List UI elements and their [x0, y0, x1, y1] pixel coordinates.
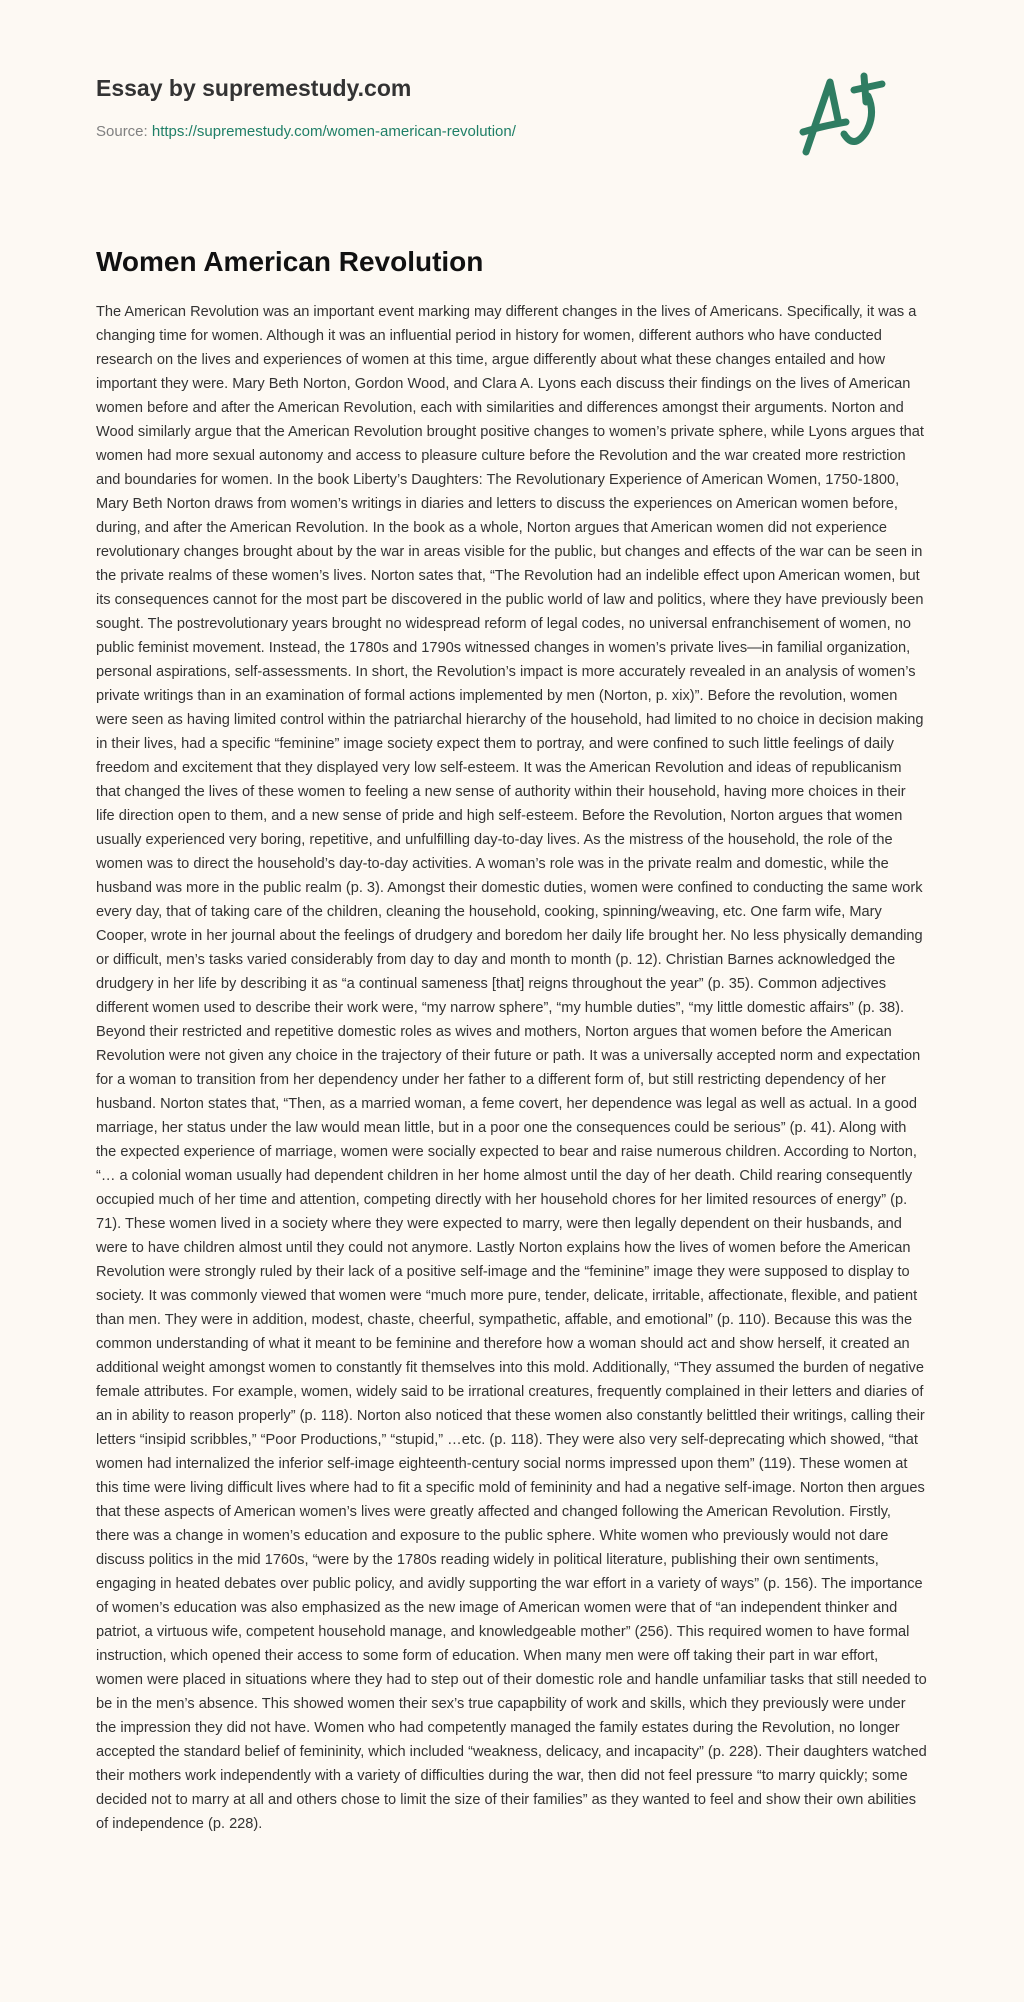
essay-paragraph: The American Revolution was an important event marking may different changes in the lives of Americans. Specifically, it was a changing time for women. Although it was an influential period in history for women, different authors who have conducted research on the lives and experiences of women at this time, argue differently about what these changes entailed and how important they were. Mary Beth Norton, Gordon Wood, and Clara A. Lyons each discuss their findings on the lives of American women before and after the American Revolution, each with similarities and differences amongst their arguments. Norton and Wood similarly argue that the American Revolution brought positive changes to women’s private sphere, while Lyons argues that women had more sexual autonomy and access to pleasure culture before the Revolution and the war created more restriction and boundaries for women. In the book Liberty’s Daughters: The Revolutionary Experience of American Women, 1750-1800, Mary Beth Norton draws from women’s writings in diaries and letters to discuss the experiences on American women before, during, and after the American Revolution. In the book as a whole, Norton argues that American women did not experience revolutionary changes brought about by the war in areas visible for the public, but changes and effects of the war can be seen in the private realms of these women’s lives. Norton sates that, “The Revolution had an indelible effect upon American women, but its consequences cannot for the most part be discovered in the public world of law and politics, where they have previously been sought. The postrevolutionary years brought no widespread reform of legal codes, no universal enfranchisement of women, no public feminist movement. Instead, the 1780s and 1790s witnessed changes in women’s private lives—in familial organization, personal aspirations, self-assessments. In short, the Revolution’s impact is more accurately revealed in an analysis of women’s private writings than in an examination of formal actions implemented by men (Norton, p. xix)”. Before the revolution, women were seen as having limited control within the patriarchal hierarchy of the household, had limited to no choice in decision making in their lives, had a specific “feminine” image society expect them to portray, and were confined to such little feelings of daily freedom and excitement that they displayed very low self-esteem. It was the American Revolution and ideas of republicanism that changed the lives of these women to feeling a new sense of authority within their household, having more choices in their life direction open to them, and a new sense of pride and high self-esteem. Before the Revolution, Norton argues that women usually experienced very boring, repetitive, and unfulfilling day-to-day lives. As the mistress of the household, the role of the women was to direct the household’s day-to-day activities. A woman’s role was in the private realm and domestic, while the husband was more in the public realm (p. 3). Amongst their domestic duties, women were confined to conducting the same work every day, that of taking care of the children, cleaning the household, cooking, spinning/weaving, etc. One farm wife, Mary Cooper, wrote in her journal about the feelings of drudgery and boredom her daily life brought her. No less physically demanding or difficult, men’s tasks varied considerably from day to day and month to month (p. 12). Christian Barnes acknowledged the drudgery in her life by describing it as “a continual sameness [that] reigns throughout the year” (p. 35). Common adjectives different women used to describe their work were, “my narrow sphere”, “my humble duties”, “my little domestic affairs” (p. 38). Beyond their restricted and repetitive domestic roles as wives and mothers, Norton argues that women before the American Revolution were not given any choice in the trajectory of their future or path. It was a universally accepted norm and expectation for a woman to transition from her dependency under her father to a different form of, but still restricting dependency of her husband. Norton states that, “Then, as a married woman, a feme covert, her dependence was legal as well as actual. In a good marriage, her status under the law would mean little, but in a poor one the consequences could be serious” (p. 41). Along with the expected experience of marriage, women were socially expected to bear and raise numerous children. According to Norton, “… a colonial woman usually had dependent children in her home almost until the day of her death. Child rearing consequently occupied much of her time and attention, competing directly with her household chores for her limited resources of energy” (p. 71). These women lived in a society where they were expected to marry, were then legally dependent on their husbands, and were to have children almost until they could not anymore. Lastly Norton explains how the lives of women before the American Revolution were strongly ruled by their lack of a positive self-image and the “feminine” image they were supposed to display to society. It was commonly viewed that women were “much more pure, tender, delicate, irritable, affectionate, flexible, and patient than men. They were in addition, modest, chaste, cheerful, sympathetic, affable, and emotional” (p. 110). Because this was the common understanding of what it meant to be feminine and therefore how a woman should act and show herself, it created an additional weight amongst women to constantly fit themselves into this mold. Additionally, “They assumed the burden of negative female attributes. For example, women, widely said to be irrational creatures, frequently complained in their letters and diaries of an in ability to reason properly” (p. 118). Norton also noticed that these women also constantly belittled their writings, calling their letters “insipid scribbles,” “Poor Productions,” “stupid,” …etc. (p. 118). They were also very self-deprecating which showed, “that women had internalized the inferior self-image eighteenth-century social norms impressed upon them” (119). These women at this time were living difficult lives where had to fit a specific mold of femininity and had a negative self-image. Norton then argues that these aspects of American women’s lives were greatly affected and changed following the American Revolution. Firstly, there was a change in women’s education and exposure to the public sphere. White women who previously would not dare discuss politics in the mid 1760s, “were by the 1780s reading widely in political literature, publishing their own sentiments, engaging in heated debates over public policy, and avidly supporting the war effort in a variety of ways” (p. 156). The importance of women’s education was also emphasized as the new image of American women were that of “an independent thinker and patriot, a virtuous wife, competent household manage, and knowledgeable mother” (256). This required women to have formal instruction, which opened their access to some form of education. When many men were off taking their part in war effort, women were placed in situations where they had to step out of their domestic role and handle unfamiliar tasks that still needed to be in the men’s absence. This showed women their sex’s true capapbility of work and skills, which they previously were under the impression they did not have. Women who had competently managed the family estates during the Revolution, no longer accepted the standard belief of femininity, which included “weakness, delicacy, and incapacity” (p. 228). Their daughters watched their mothers work independently with a variety of difficulties during the war, then did not feel pressure “to marry quickly; some decided not to marry at all and others chose to limit the size of their families” as they wanted to feel and show their own abilities of independence (p. 228).	[96, 304, 927, 1832]
source-line	[96, 123, 516, 140]
site-title: Essay by supremestudy.com	[96, 75, 412, 101]
source-label: Source:	[96, 123, 148, 140]
a-plus-grade-icon	[788, 62, 898, 172]
essay-content	[96, 245, 928, 1836]
source-link[interactable]: https://supremestudy.com/women-american-revolution/	[151, 123, 516, 140]
essay-body	[96, 300, 928, 1836]
page-header	[96, 0, 928, 245]
essay-title: Women American Revolution	[96, 246, 484, 277]
